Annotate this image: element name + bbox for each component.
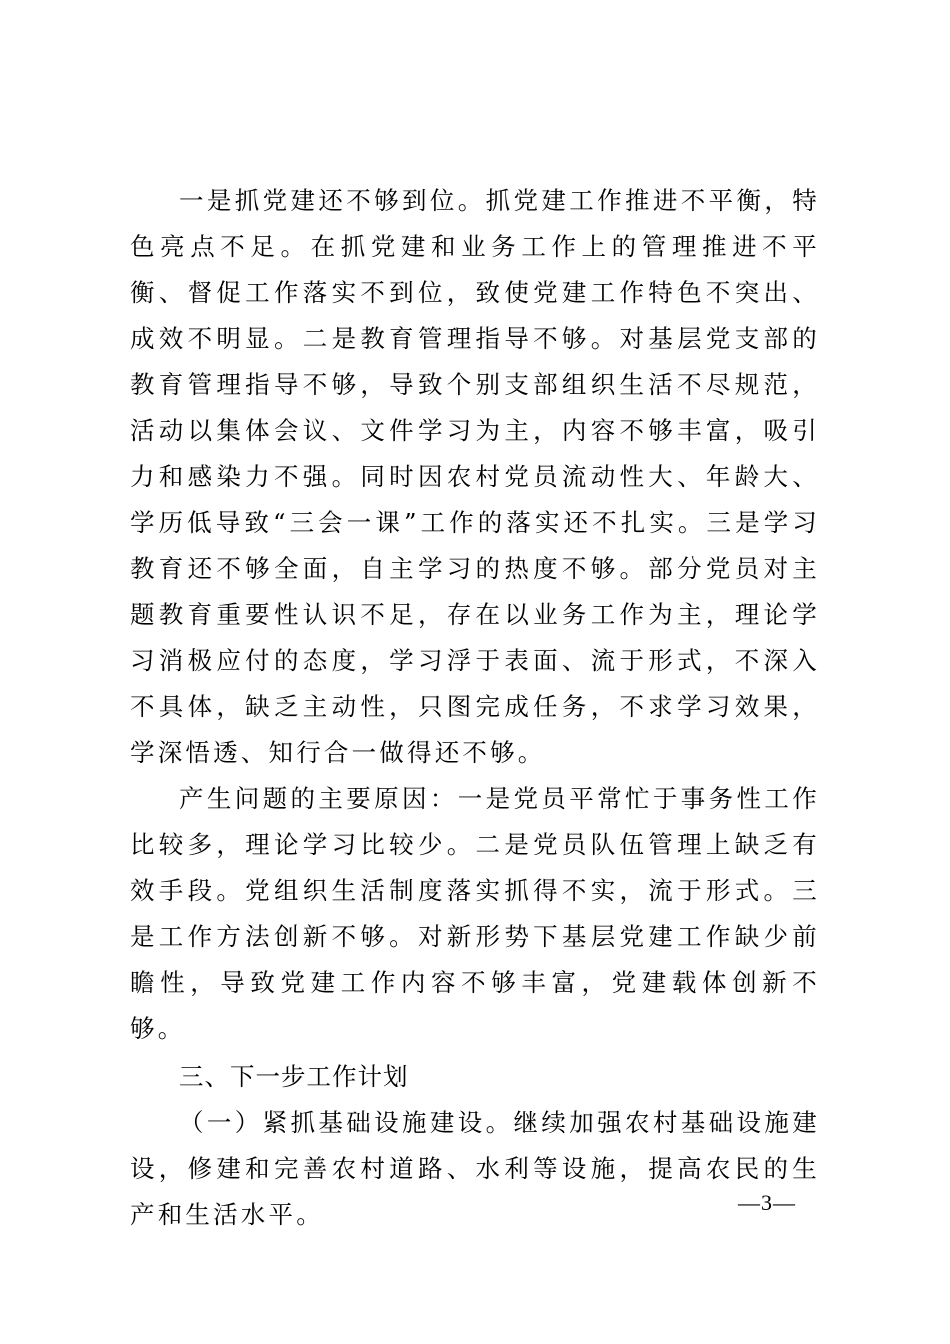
paragraph-problems: 一是抓党建还不够到位。抓党建工作推进不平衡，特色亮点不足。在抓党建和业务工作上的管理推进不平衡、督促工作落实不到位，致使党建工作特色不突出、成效不明显。二是教育管理指导不够。对基层党支部的教育管理指导不够，导致个别支部组织生活不尽规范，活动以集体会议、文件学习为主，内容不够丰富，吸引力和感染力不强。同时因农村党员流动性大、年龄大、学历低导致“三会一课”工作的落实还不扎实。三是学习教育还不够全面，自主学习的热度不够。部分党员对主题教育重要性认识不足，存在以业务工作为主，理论学习消极应付的态度，学习浮于表面、流于形式，不深入不具体，缺乏主动性，只图完成任务，不求学习效果，学深悟透、知行合一做得还不够。 — [130, 186, 820, 767]
paragraph-causes: 产生问题的主要原因：一是党员平常忙于事务性工作比较多，理论学习比较少。二是党员队伍管理上缺乏有效手段。党组织生活制度落实抓得不实，流于形式。三是工作方法创新不够。对新形势下基层党建工作缺少前瞻性，导致党建工作内容不够丰富，党建载体创新不够。 — [130, 784, 820, 1043]
section-heading: 三、下一步工作计划 — [179, 1062, 409, 1091]
paragraph-infrastructure: （一）紧抓基础设施建设。继续加强农村基础设施建设，修建和完善农村道路、水利等设施，提高农民的生产和生活水平。 — [130, 1108, 820, 1229]
page-number: —3— — [738, 1190, 796, 1215]
document-body — [130, 178, 820, 1238]
